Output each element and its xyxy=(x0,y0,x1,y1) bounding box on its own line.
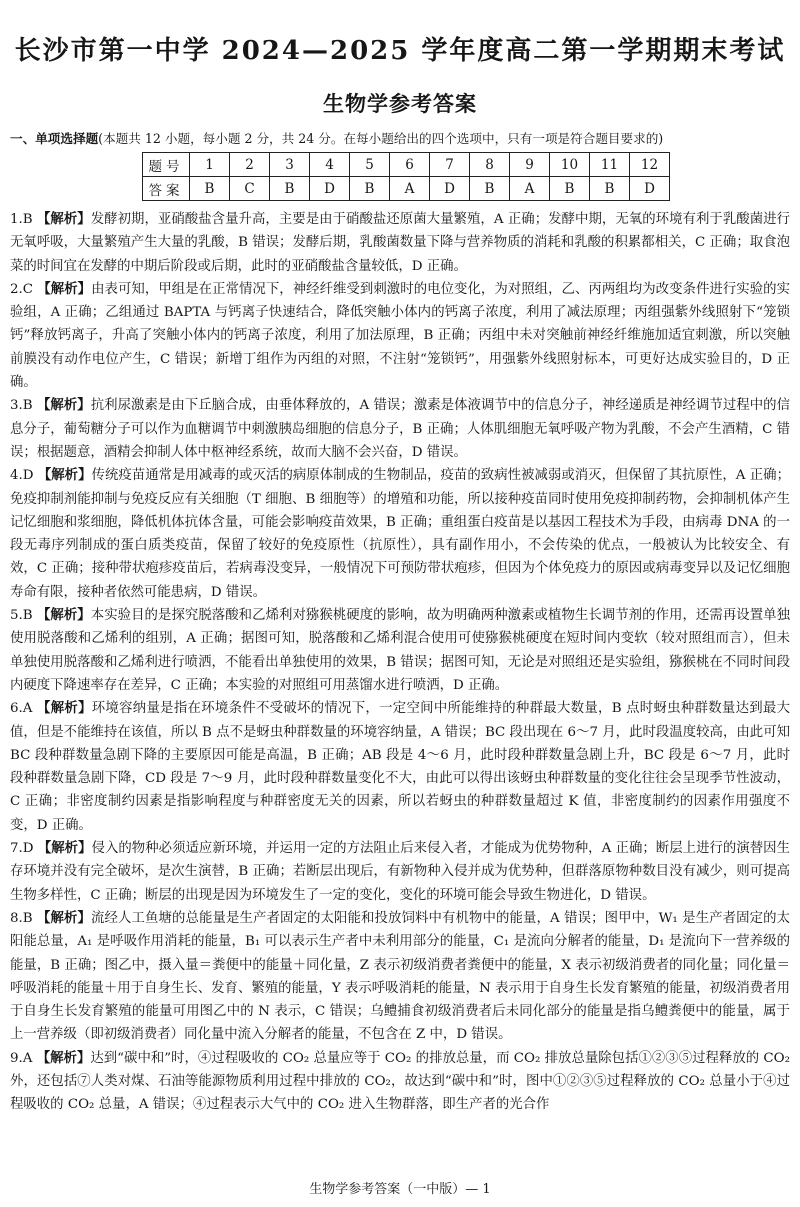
page-footer: 生物学参考答案（一中版）— 1 xyxy=(309,1182,491,1197)
question-number-cell: 12 xyxy=(630,153,670,177)
item-number: 4. xyxy=(10,468,23,484)
question-number-cell: 9 xyxy=(510,153,550,177)
item-number: 1. xyxy=(10,212,23,227)
explanations-list xyxy=(10,208,790,1117)
item-answer: C xyxy=(22,281,34,297)
question-number-cell: 2 xyxy=(230,153,270,177)
question-number-cell: 7 xyxy=(430,153,470,177)
item-number: 9. xyxy=(10,1050,23,1066)
subject-title: 生物学参考答案 xyxy=(323,91,477,116)
item-number: 2. xyxy=(10,281,23,297)
analysis-tag: 【解析】 xyxy=(36,397,91,414)
item-text: 流经人工鱼塘的总能量是生产者固定的太阳能和投放饲料中有机物中的能量，A 错误；图甲中，W₁ 是生产者固定的太阳能总量，A₁ 是呼吸作用消耗的能量，B₁ 可以表示生产者中未利用部分的能量，C₁ 是流向分解者的能量，D₁ 是流向下一营养级的能量，B 正确；图乙中，摄入量＝粪便中的能量＋同化量，Z 表示初级消费者粪便中的能量，X 表示初级消费者的同化量；同化量＝呼吸消耗的能量＋用于自身生长、发育、繁殖的能量，Y 表示呼吸消耗的能量，N 表示用于自身生长发育繁殖的能量，初级消费者用于自身生长发育繁殖的能量可用图乙中的 N 表示，C 错误；乌鳢捕食初级消费者后未同化部分的能量是指乌鳢粪便中的能量，属于上一营养级（即初级消费者）同化量中流入分解者的能量，不包含在 Z 中，D 错误。 xyxy=(10,910,791,1043)
answer-key-table xyxy=(142,152,670,201)
analysis-tag: 【解析】 xyxy=(37,467,92,484)
explanation-item xyxy=(10,208,790,278)
answer-cell: D xyxy=(630,177,670,201)
item-number: 3. xyxy=(10,398,23,414)
question-number-cell: 10 xyxy=(550,153,590,177)
analysis-tag: 【解析】 xyxy=(36,607,91,624)
explanation-item xyxy=(10,697,790,837)
explanation-item xyxy=(10,907,790,1047)
item-text: 达到“碳中和”时，④过程吸收的 CO₂ 总量应等于 CO₂ 的排放总量，而 CO₂ 排放总量除包括①②③⑤过程释放的 CO₂ 外，还包括⑦人类对煤、石油等能源物质利用过程中排放的 CO₂，故达到“碳中和”时，图中①②③⑤过程释放的 CO₂ 总量小于④过程吸收的 CO₂ 总量，A 错误；④过程表示大气中的 CO₂ 进入生物群落，即生产者的光合作 xyxy=(10,1050,790,1113)
answer-cell: D xyxy=(310,177,350,201)
analysis-tag: 【解析】 xyxy=(37,280,92,297)
answer-cell: B xyxy=(470,177,510,201)
answer-cell: B xyxy=(550,177,590,201)
analysis-tag: 【解析】 xyxy=(36,211,91,227)
question-number-cell: 1 xyxy=(190,153,230,177)
school-exam-title: 长沙市第一中学 2024—2025 学年度高二第一学期期末考试 xyxy=(14,36,786,66)
item-text: 由表可知，甲组是在正常情况下，神经纤维受到刺激时的电位变化，为对照组，乙、丙两组均为改变条件进行实验的实验组，A 正确；乙组通过 BAPTA 与钙离子快速结合，降低突触小体内的钙离子浓度，利用了减法原理；丙组强紫外线照射下“笼锁钙”释放钙离子，升高了突触小体内的钙离子浓度，利用了加法原理，B 正确；丙组中未对突触前神经纤维施加适宜刺激，所以突触前膜没有动作电位产生，C 错误；新增丁组作为丙组的对照，不注射“笼锁钙”，用强紫外线照射标本，可更好达成实验目的，D 正确。 xyxy=(10,281,790,391)
explanation-item xyxy=(10,837,790,907)
item-number: 8. xyxy=(10,910,23,926)
question-number-cell: 11 xyxy=(590,153,630,177)
item-answer: A xyxy=(22,1050,33,1066)
item-text: 本实验目的是探究脱落酸和乙烯利对猕猴桃硬度的影响，故为明确两种激素或植物生长调节剂的作用，还需再设置单独使用脱落酸和乙烯利的组别，A 正确；据图可知，脱落酸和乙烯利混合使用可使猕猴桃硬度在短时间内变软（较对照组而言），但未单独使用脱落酸和乙烯利进行喷洒，不能看出单独使用的效果，B 错误；据图可知，无论是对照组还是实验组，猕猴桃在不同时间段内硬度下降速率存在差异，C 正确；本实验的对照组可用蒸馏水进行喷洒，D 正确。 xyxy=(10,608,791,693)
explanation-item xyxy=(10,464,790,604)
item-answer: D xyxy=(22,841,34,857)
row-label-numbers: 题号 xyxy=(143,153,190,177)
analysis-tag: 【解析】 xyxy=(36,1049,91,1066)
explanation-item xyxy=(10,604,790,697)
question-number-cell: 8 xyxy=(470,153,510,177)
explanation-item xyxy=(10,1047,790,1117)
section-title: 一、单项选择题 xyxy=(10,131,99,146)
answer-cell: B xyxy=(190,177,230,201)
answer-row xyxy=(143,177,670,201)
item-number: 7. xyxy=(10,841,23,857)
item-text: 发酵初期，亚硝酸盐含量升高，主要是由于硝酸盐还原菌大量繁殖，A 正确；发酵中期，无氧的环境有利于乳酸菌进行无氧呼吸，大量繁殖产生大量的乳酸，B 错误；发酵后期，乳酸菌数量下降与营养物质的消耗和乳酸的积累都相关，C 正确；取食泡菜的时间宜在发酵的中期后阶段或后期，此时的亚硝酸盐含量较低，D 正确。 xyxy=(10,212,790,274)
item-answer: B xyxy=(22,398,33,414)
item-answer: D xyxy=(22,468,34,484)
item-text: 环境容纳量是指在环境条件不受破坏的情况下，一定空间中所能维持的种群最大数量，B 点时蚜虫种群数量达到最大值，但是不能维持在该值，所以 B 点不是蚜虫种群数量的环境容纳量，A 错误；BC 段出现在 6～7 月，此时段温度较高，由此可知 BC 段种群数量急剧下降的主要原因可能是高温，B 正确；AB 段是 4～6 月，此时段种群数量急剧上升，BC 段是 6～7 月，此时段种群数量急剧下降，CD 段是 7～9 月，此时段种群数量变化不大，由此可以得出该蚜虫种群数量的变化往往会呈现季节性波动，C 正确；非密度制约因素是指影响程度与种群密度无关的因素，所以若蚜虫的种群数量超过 K 值，非密度制约的因素作用强度不变，D 正确。 xyxy=(10,701,791,833)
item-answer: B xyxy=(22,910,33,926)
answer-cell: A xyxy=(390,177,430,201)
explanation-item xyxy=(10,394,790,464)
item-text: 传统疫苗通常是用减毒的或灭活的病原体制成的生物制品，疫苗的致病性被减弱或消灭，但保留了其抗原性，A 正确；免疫抑制剂能抑制与免疫反应有关细胞（T 细胞、B 细胞等）的增殖和功能，所以接种疫苗同时使用免疫抑制药物，会抑制机体产生记忆细胞和浆细胞，降低机体抗体含量，可能会影响疫苗效果，B 正确；重组蛋白疫苗是以基因工程技术为手段，由病毒 DNA 的一段无毒序列制成的蛋白质类疫苗，保留了较好的免疫原性（抗原性），具有副作用小，不会传染的优点，一般被认为比较安全、有效，C 正确；接种带状疱疹疫苗后，若病毒没变异，一般情况下可预防带状疱疹，但因为个体免疫力的原因或病毒变异以及记忆细胞寿命有限，接种者依然可能患病，D 错误。 xyxy=(10,468,790,600)
item-answer: A xyxy=(22,701,33,717)
answer-cell: B xyxy=(270,177,310,201)
row-label-answers: 答案 xyxy=(143,177,190,201)
item-number: 5. xyxy=(10,608,23,624)
analysis-tag: 【解析】 xyxy=(37,700,92,717)
item-answer: B xyxy=(22,608,33,624)
answer-cell: C xyxy=(230,177,270,201)
item-answer: B xyxy=(22,212,33,227)
answer-cell: D xyxy=(430,177,470,201)
analysis-tag: 【解析】 xyxy=(37,840,92,857)
item-text: 抗利尿激素是由下丘脑合成，由垂体释放的，A 错误；激素是体液调节中的信息分子，神经递质是神经调节过程中的信息分子，葡萄糖分子可以作为血糖调节中刺激胰岛细胞的信息分子，B 正确；人体肌细胞无氧呼吸产物为乳酸，不会产生酒精，C 错误；根据题意，酒精会抑制人体中枢神经系统，故而大脑不会兴奋，D 错误。 xyxy=(10,398,790,460)
item-number: 6. xyxy=(10,701,23,717)
question-number-row xyxy=(143,153,670,177)
analysis-tag: 【解析】 xyxy=(37,909,92,926)
question-number-cell: 5 xyxy=(350,153,390,177)
question-number-cell: 4 xyxy=(310,153,350,177)
question-number-cell: 3 xyxy=(270,153,310,177)
question-number-cell: 6 xyxy=(390,153,430,177)
section-instructions: (本题共 12 小题，每小题 2 分，共 24 分。在每小题给出的四个选项中，只有一项是符合题目要求的) xyxy=(98,131,664,146)
explanation-item xyxy=(10,278,790,394)
answer-cell: B xyxy=(590,177,630,201)
answer-cell: A xyxy=(510,177,550,201)
answer-cell: B xyxy=(350,177,390,201)
section-heading xyxy=(10,128,794,147)
item-text: 侵入的物种必须适应新环境，并运用一定的方法阻止后来侵入者，才能成为优势物种，A 正确；断层上进行的演替因生存环境并没有完全破坏，是次生演替，B 正确；若断层出现后，有新物种入侵并成为优势种，但群落原物种数目没有减少，则可提高生物多样性，C 正确；断层的出现是因为环境发生了一定的变化，变化的环境可能会导致生物进化，D 错误。 xyxy=(10,841,790,903)
